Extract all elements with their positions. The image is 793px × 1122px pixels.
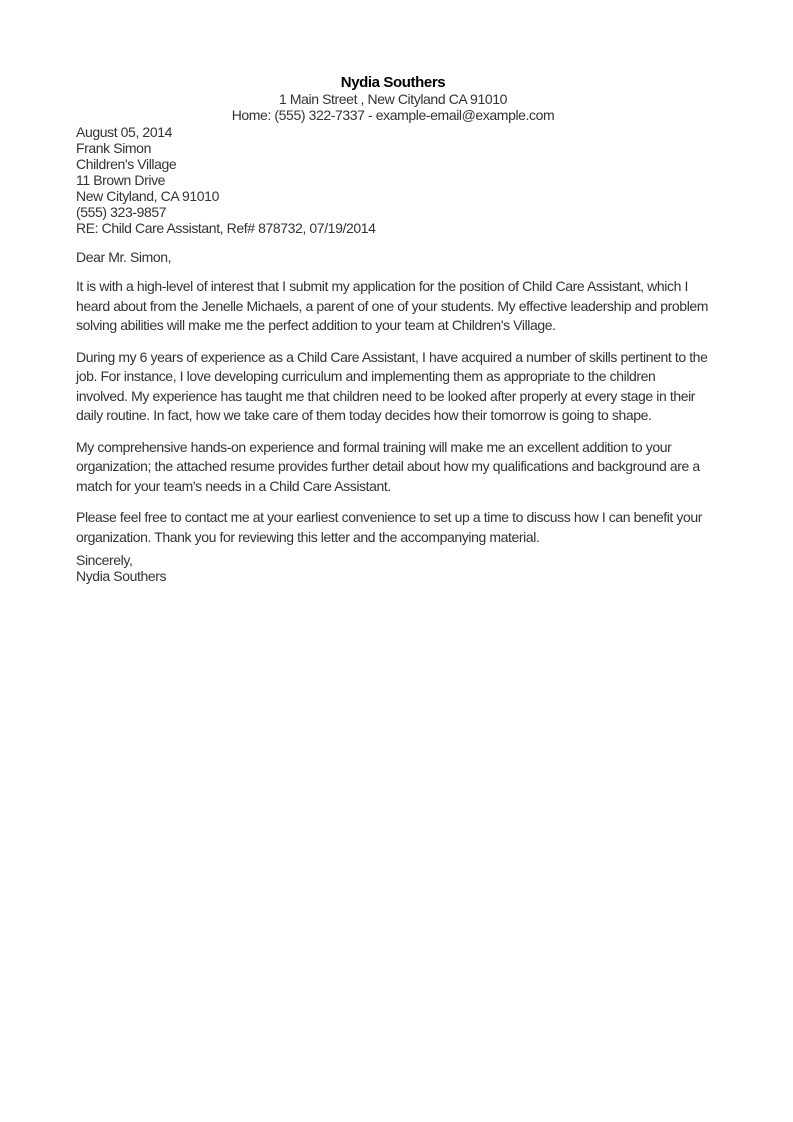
closing: Sincerely, [76, 552, 133, 568]
cover-letter [76, 75, 710, 584]
sender-name: Nydia Southers [340, 74, 446, 91]
sender-address: 1 Main Street , New Cityland CA 91010 [279, 91, 507, 107]
body-paragraph-3: My comprehensive hands-on experience and formal training will make me an excellent addition to your organization; the attached resume provides further detail about how my qualifications and background are a match for your team's needs in a Child Care Assistant. [76, 438, 700, 494]
subject-line: RE: Child Care Assistant, Ref# 878732, 07/19/2014 [76, 220, 376, 236]
signature-name: Nydia Southers [76, 568, 167, 584]
letter-meta-block [76, 124, 710, 236]
recipient-city: New Cityland, CA 91010 [76, 188, 219, 204]
recipient-company: Children's Village [76, 156, 177, 172]
body-paragraph-2: During my 6 years of experience as a Child Care Assistant, I have acquired a number of skills pertinent to the job. For instance, I love developing curriculum and implementing them as appropriate to the children involved. My experience has taught me that children need to be looked after properly at every stage in their daily routine. In fact, how we take care of them today decides how their tomorrow is going to shape. [76, 348, 708, 423]
body-paragraph-4: Please feel free to contact me at your earliest convenience to set up a time to discuss how I can benefit your organization. Thank you for reviewing this letter and the accompanying material. [76, 509, 703, 545]
recipient-name: Frank Simon [76, 140, 151, 156]
salutation: Dear Mr. Simon, [76, 249, 172, 265]
letter-header [76, 75, 710, 123]
recipient-street: 11 Brown Drive [76, 172, 166, 188]
letter-date: August 05, 2014 [76, 124, 172, 140]
sender-contact: Home: (555) 322-7337 - example-email@example.com [231, 107, 555, 123]
recipient-phone: (555) 323-9857 [76, 204, 167, 220]
body-paragraph-1: It is with a high-level of interest that I submit my application for the position of Child Care Assistant, which I heard about from the Jenelle Michaels, a parent of one of your students. My effective leadership and problem solving abilities will make me the perfect addition to your team at Children's Village. [76, 278, 709, 333]
